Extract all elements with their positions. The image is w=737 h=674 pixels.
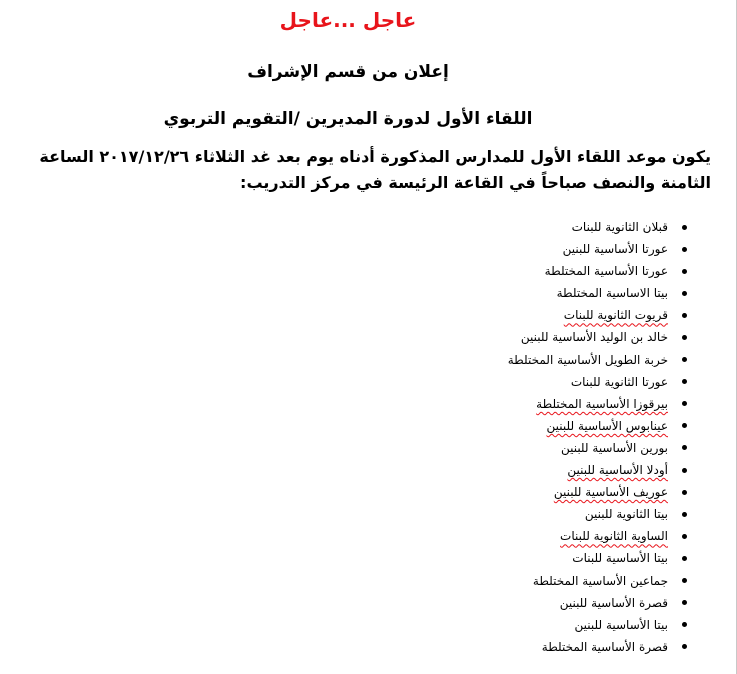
list-item <box>508 437 687 459</box>
bullet-icon <box>682 600 687 605</box>
meeting-subject-heading: اللقاء الأول لدورة المديرين /التقويم التربوي <box>163 109 533 129</box>
bullet-icon <box>682 423 687 428</box>
bullet-icon <box>682 468 687 473</box>
school-name: عينابوس الأساسية للبنين <box>546 418 668 433</box>
school-name: عوريف الأساسية للبنين <box>553 485 668 500</box>
school-name: الساوية الثانوية للبنات <box>560 529 668 544</box>
list-item <box>508 570 687 592</box>
list-item <box>508 349 687 371</box>
bullet-icon <box>682 269 687 274</box>
school-list <box>508 216 687 658</box>
list-item <box>508 216 687 238</box>
list-item <box>508 415 687 437</box>
list-item <box>508 326 687 348</box>
school-name: خربة الطويل الأساسية المختلطة <box>507 352 668 367</box>
bullet-icon <box>682 357 687 362</box>
list-item <box>508 238 687 260</box>
school-name: بيتا الاساسية المختلطة <box>556 286 668 301</box>
urgent-title: عاجل ...عاجل <box>279 8 417 32</box>
school-name: قريوت الثانوية للبنات <box>563 308 668 323</box>
list-item <box>508 547 687 569</box>
bullet-icon <box>682 622 687 627</box>
bullet-icon <box>682 445 687 450</box>
bullet-icon <box>682 335 687 340</box>
bullet-icon <box>682 247 687 252</box>
school-name: قبلان الثانوية للبنات <box>571 220 668 234</box>
school-name: بيتا الأساسية للبنين <box>574 617 668 632</box>
school-name: عورتا الثانوية للبنات <box>570 374 668 389</box>
bullet-icon <box>682 556 687 561</box>
list-item <box>508 481 687 503</box>
school-name: جماعين الأساسية المختلطة <box>532 573 668 588</box>
list-item <box>508 371 687 393</box>
list-item <box>508 592 687 614</box>
list-item <box>508 459 687 481</box>
school-name: عورتا الأساسية المختلطة <box>544 264 668 279</box>
list-item <box>508 304 687 326</box>
school-name: خالد بن الوليد الأساسية للبنين <box>520 330 668 345</box>
school-name: بيتا الثانوية للبنين <box>584 507 668 522</box>
school-name: بيتا الأساسية للبنات <box>572 551 668 566</box>
announcement-heading: إعلان من قسم الإشراف <box>247 62 449 82</box>
school-name: عورتا الأساسية للبنين <box>562 242 668 257</box>
bullet-icon <box>682 490 687 495</box>
list-item <box>508 503 687 525</box>
school-name: قصرة الأساسية المختلطة <box>541 639 668 654</box>
list-item <box>508 393 687 415</box>
bullet-icon <box>682 313 687 318</box>
list-item <box>508 525 687 547</box>
list-item <box>508 636 687 658</box>
bullet-icon <box>682 534 687 539</box>
bullet-icon <box>682 291 687 296</box>
bullet-icon <box>682 401 687 406</box>
bullet-icon <box>682 225 687 230</box>
list-item <box>508 260 687 282</box>
school-name: قصرة الأساسية للبنين <box>559 595 668 610</box>
school-name: بورين الأساسية للبنين <box>560 440 668 455</box>
intro-paragraph: يكون موعد اللقاء الأول للمدارس المذكورة أدناه يوم بعد غد الثلاثاء ٢٠١٧/١٢/٢٦ الساعة الثامنة والنصف صباحاً في القاعة الرئيسة في مركز التدريب: <box>39 147 711 192</box>
bullet-icon <box>682 578 687 583</box>
list-item <box>508 282 687 304</box>
bullet-icon <box>682 644 687 649</box>
school-name: أودلا الأساسية للبنين <box>567 463 668 478</box>
bullet-icon <box>682 512 687 517</box>
bullet-icon <box>682 379 687 384</box>
list-item <box>508 614 687 636</box>
school-name: بيرقوزا الأساسية المختلطة <box>536 396 668 411</box>
